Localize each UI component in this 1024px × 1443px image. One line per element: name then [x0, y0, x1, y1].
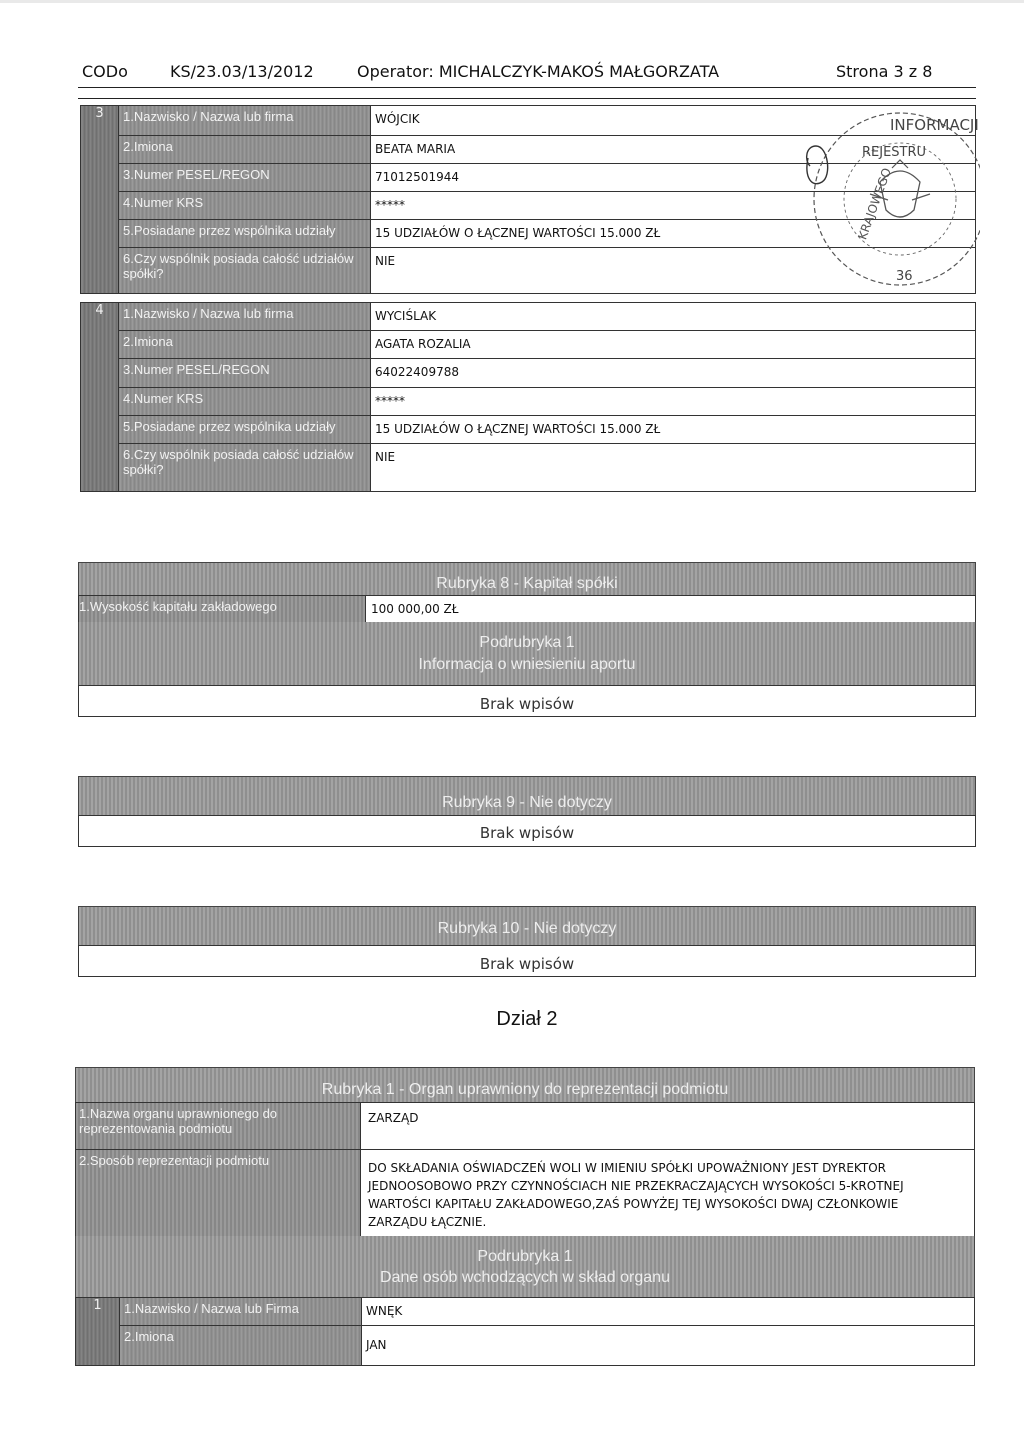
stamp-top-text: INFORMACJI	[890, 116, 979, 134]
field-value: 15 UDZIAŁÓW O ŁĄCZNEJ WARTOŚCI 15.000 ZŁ	[371, 416, 976, 444]
subsection-title: Podrubryka 1	[479, 634, 575, 651]
field-value: *****	[371, 192, 976, 220]
register-code: CODo	[82, 62, 128, 81]
subsection-header-organ-members	[75, 1236, 975, 1298]
section-header-rubryka-9: Rubryka 9 - Nie dotyczy	[78, 776, 976, 816]
empty-entries: Brak wpisów	[78, 685, 976, 717]
organ-label: 1.Nazwa organu uprawnionego do reprezentowania podmiotu	[76, 1103, 361, 1149]
section-header-rubryka-1: Rubryka 1 - Organ uprawniony do reprezentacji podmiotu	[75, 1067, 975, 1103]
capital-label: 1.Wysokość kapitału zakładowego	[79, 596, 366, 622]
field-label: 4.Numer KRS	[119, 192, 371, 220]
official-stamp-seal	[800, 104, 980, 294]
header-rule	[78, 87, 976, 88]
subsection-subtitle: Informacja o wniesieniu aportu	[418, 656, 636, 673]
capital-row	[78, 595, 976, 623]
page-number: Strona 3 z 8	[836, 62, 933, 81]
section-header-rubryka-8: Rubryka 8 - Kapitał spółki	[78, 562, 976, 596]
member-first-name-label: 2.Imiona	[120, 1326, 362, 1366]
section-header-rubryka-10: Rubryka 10 - Nie dotyczy	[78, 906, 976, 946]
organ-member-table	[75, 1297, 975, 1366]
member-index: 1	[76, 1298, 120, 1366]
field-label: 1.Nazwisko / Nazwa lub firma	[119, 303, 371, 331]
field-label: 5.Posiadane przez wspólnika udziały	[119, 220, 371, 248]
field-label: 3.Numer PESEL/REGON	[119, 164, 371, 192]
header-rule	[78, 98, 976, 99]
shareholder-index: 4	[81, 303, 119, 492]
section-title-dzial-2: Dział 2	[496, 1008, 558, 1030]
field-value: 71012501944	[371, 164, 976, 192]
field-value: *****	[371, 388, 976, 416]
page-header	[82, 62, 975, 86]
field-value: NIE	[371, 248, 976, 294]
field-value: NIE	[371, 444, 976, 492]
field-value: BEATA MARIA	[371, 136, 976, 164]
field-label: 4.Numer KRS	[119, 388, 371, 416]
field-label: 1.Nazwisko / Nazwa lub firma	[119, 106, 371, 136]
scan-edge	[0, 0, 1024, 3]
member-name-label: 1.Nazwisko / Nazwa lub Firma	[120, 1298, 362, 1326]
operator-name: Operator: MICHALCZYK-MAKOŚ MAŁGORZATA	[357, 62, 720, 81]
representation-label: 2.Sposób reprezentacji podmiotu	[76, 1150, 361, 1236]
shareholder-index: 3	[81, 106, 119, 294]
empty-entries: Brak wpisów	[78, 815, 976, 847]
field-label: 2.Imiona	[119, 136, 371, 164]
field-value: 15 UDZIAŁÓW O ŁĄCZNEJ WARTOŚCI 15.000 ZŁ	[371, 220, 976, 248]
stamp-left-text: KRAJOWEGO	[855, 166, 895, 242]
field-value: AGATA ROZALIA	[371, 331, 976, 359]
capital-value: 100 000,00 ZŁ	[371, 602, 459, 616]
subsection-subtitle: Dane osób wchodzących w skład organu	[380, 1269, 670, 1286]
member-name-value: WNĘK	[362, 1298, 975, 1326]
case-number: KS/23.03/13/2012	[170, 62, 314, 81]
empty-entries: Brak wpisów	[78, 945, 976, 977]
member-first-name-value: JAN	[362, 1326, 975, 1366]
field-label: 6.Czy wspólnik posiada całość udziałów spółki?	[119, 444, 371, 492]
field-value: 64022409788	[371, 359, 976, 388]
representation-row	[75, 1149, 975, 1237]
subsection-title: Podrubryka 1	[477, 1248, 573, 1265]
organ-value: ZARZĄD	[368, 1111, 419, 1125]
subsection-header-aport	[78, 622, 976, 686]
shareholder-table-4	[80, 302, 976, 492]
representation-value: DO SKŁADANIA OŚWIADCZEŃ WOLI W IMIENIU SPÓŁKI UPOWAŻNIONY JEST DYREKTOR JEDNOOSOBOWO PRZY CZYNNOŚCIACH NIE PRZEKRACZAJĄCYCH WYSOKOŚCI 5-KROTNEJ WARTOŚCI KAPITAŁU ZAKŁADOWEGO,ZAŚ POWYŻEJ TEJ WYSOKOŚCI DWAJ CZŁONKOWIE ZARZĄDU ŁĄCZNIE.	[368, 1161, 904, 1229]
field-label: 3.Numer PESEL/REGON	[119, 359, 371, 388]
stamp-register-text: REJESTRU	[862, 145, 927, 160]
stamp-number: 36	[896, 269, 913, 284]
field-label: 6.Czy wspólnik posiada całość udziałów spółki?	[119, 248, 371, 294]
field-value: WÓJCIK	[371, 106, 976, 136]
field-label: 5.Posiadane przez wspólnika udziały	[119, 416, 371, 444]
field-value: WYCIŚLAK	[371, 303, 976, 331]
organ-row	[75, 1102, 975, 1150]
field-label: 2.Imiona	[119, 331, 371, 359]
